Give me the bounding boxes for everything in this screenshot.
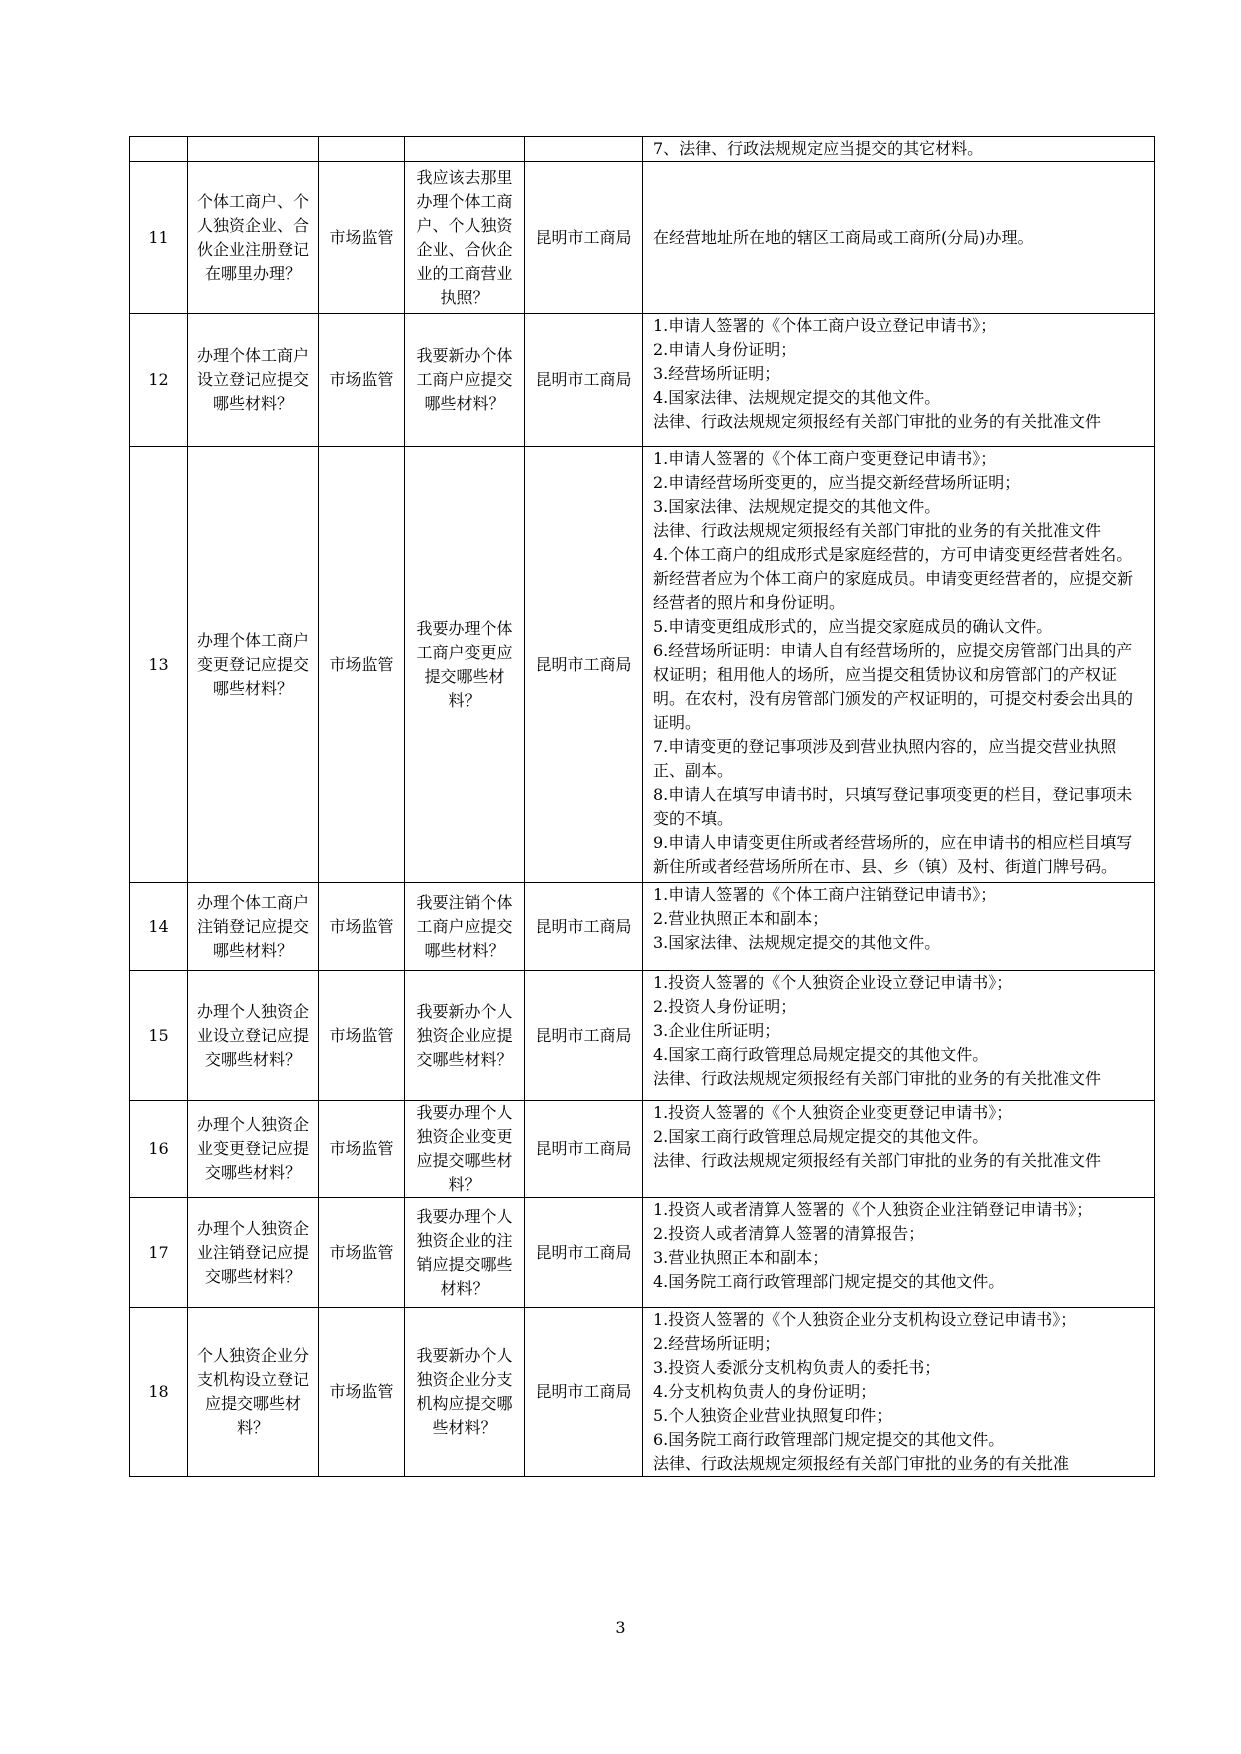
question-cell: 办理个体工商户注销登记应提交哪些材料？ [188,883,319,971]
table-row [130,314,1155,447]
user-question-cell: 我应该去那里办理个体工商户、个人独资企业、合伙企业的工商营业执照？ [405,162,525,314]
answer-line: 1.投资人签署的《个人独资企业变更登记申请书》； [653,1103,1013,1122]
answer-line: 1.申请人签署的《个体工商户注销登记申请书》； [653,885,997,904]
department-cell: 市场监管 [319,971,405,1101]
answer-line: 8.申请人在填写申请书时，只填写登记事项变更的栏目，登记事项未变的不填。 [653,785,1133,828]
answer-line: 1.申请人签署的《个体工商户变更登记申请书》； [653,449,997,468]
answer-line: 9.申请人申请变更住所或者经营场所的，应在申请书的相应栏目填写新住所或者经营场所所在市、县、乡（镇）及村、街道门牌号码。 [653,833,1133,876]
row-number: 16 [130,1101,188,1198]
user-question-cell [405,137,525,162]
department-cell: 市场监管 [319,1198,405,1308]
table-row [130,137,1155,162]
question-cell: 个人独资企业分支机构设立登记应提交哪些材料？ [188,1308,319,1477]
answer-cell [643,137,1155,162]
answer-line: 3.营业执照正本和副本； [653,1248,829,1267]
question-cell: 办理个人独资企业设立登记应提交哪些材料？ [188,971,319,1101]
answer-line: 4.分支机构负责人的身份证明； [653,1382,877,1401]
organization-cell: 昆明市工商局 [525,1101,643,1198]
table-row [130,1308,1155,1477]
answer-line: 2.投资人身份证明； [653,997,797,1016]
service-table [129,136,1155,1477]
answer-line: 在经营地址所在地的辖区工商局或工商所(分局)办理。 [653,227,1034,247]
answer-line: 法律、行政法规规定须报经有关部门审批的业务的有关批准 [653,1454,1070,1473]
answer-line: 法律、行政法规规定须报经有关部门审批的业务的有关批准文件 [653,1069,1102,1088]
organization-cell: 昆明市工商局 [525,314,643,447]
department-cell: 市场监管 [319,883,405,971]
row-number: 18 [130,1308,188,1477]
answer-line: 6.经营场所证明：申请人自有经营场所的，应提交房管部门出具的产权证明；租用他人的场所，应当提交租赁协议和房管部门的产权证明。在农村，没有房管部门颁发的产权证明的，可提交村委会出具的证明。 [653,641,1134,732]
row-number: 15 [130,971,188,1101]
answer-line: 1.投资人或者清算人签署的《个人独资企业注销登记申请书》； [653,1200,1093,1219]
question-cell: 办理个体工商户设立登记应提交哪些材料？ [188,314,319,447]
question-cell: 办理个体工商户变更登记应提交哪些材料？ [188,447,319,883]
row-number: 12 [130,314,188,447]
table-body [130,137,1155,1477]
answer-cell [643,162,1155,314]
answer-cell [643,883,1155,971]
answer-line: 4.国家工商行政管理总局规定提交的其他文件。 [653,1045,989,1064]
row-number: 11 [130,162,188,314]
answer-line: 法律、行政法规规定须报经有关部门审批的业务的有关批准文件 [653,521,1102,540]
row-number [130,137,188,162]
answer-line: 3.投资人委派分支机构负责人的委托书； [653,1358,941,1377]
organization-cell: 昆明市工商局 [525,1308,643,1477]
answer-line: 3.国家法律、法规规定提交的其他文件。 [653,933,941,952]
answer-line: 7.申请变更的登记事项涉及到营业执照内容的，应当提交营业执照正、副本。 [653,737,1117,780]
row-number: 17 [130,1198,188,1308]
page-number: 3 [615,1618,626,1637]
answer-line: 2.营业执照正本和副本； [653,909,829,928]
department-cell: 市场监管 [319,447,405,883]
answer-cell [643,447,1155,883]
answer-cell [643,971,1155,1101]
answer-line: 7、法律、行政法规规定应当提交的其它材料。 [653,139,984,158]
row-number: 14 [130,883,188,971]
row-number: 13 [130,447,188,883]
table-row [130,1101,1155,1198]
question-cell: 个体工商户、个人独资企业、合伙企业注册登记在哪里办理？ [188,162,319,314]
user-question-cell: 我要办理个体工商户变更应提交哪些材料？ [405,447,525,883]
answer-line: 1.投资人签署的《个人独资企业分支机构设立登记申请书》； [653,1310,1077,1329]
department-cell: 市场监管 [319,1101,405,1198]
answer-line: 3.国家法律、法规规定提交的其他文件。 [653,497,941,516]
answer-line: 4.国务院工商行政管理部门规定提交的其他文件。 [653,1272,1005,1291]
organization-cell: 昆明市工商局 [525,162,643,314]
answer-line: 6.国务院工商行政管理部门规定提交的其他文件。 [653,1430,1005,1449]
answer-line: 1.申请人签署的《个体工商户设立登记申请书》； [653,316,997,335]
table-row [130,447,1155,883]
user-question-cell: 我要注销个体工商户应提交哪些材料？ [405,883,525,971]
answer-line: 2.国家工商行政管理总局规定提交的其他文件。 [653,1127,989,1146]
answer-line: 法律、行政法规规定须报经有关部门审批的业务的有关批准文件 [653,1151,1102,1170]
answer-cell [643,314,1155,447]
table-row [130,883,1155,971]
department-cell: 市场监管 [319,314,405,447]
organization-cell: 昆明市工商局 [525,971,643,1101]
answer-cell [643,1308,1155,1477]
answer-line: 2.经营场所证明； [653,1334,781,1353]
question-cell: 办理个人独资企业变更登记应提交哪些材料？ [188,1101,319,1198]
answer-line: 4.国家法律、法规规定提交的其他文件。 [653,388,941,407]
question-cell [188,137,319,162]
answer-line: 3.企业住所证明； [653,1021,781,1040]
answer-line: 5.申请变更组成形式的，应当提交家庭成员的确认文件。 [653,617,1053,636]
user-question-cell: 我要办理个人独资企业变更应提交哪些材料？ [405,1101,525,1198]
table-row [130,162,1155,314]
user-question-cell: 我要新办个人独资企业分支机构应提交哪些材料？ [405,1308,525,1477]
organization-cell [525,137,643,162]
answer-line: 2.申请经营场所变更的，应当提交新经营场所证明； [653,473,1021,492]
answer-line: 5.个人独资企业营业执照复印件； [653,1406,893,1425]
organization-cell: 昆明市工商局 [525,883,643,971]
answer-line: 1.投资人签署的《个人独资企业设立登记申请书》； [653,973,1013,992]
answer-line: 4.个体工商户的组成形式是家庭经营的，方可申请变更经营者姓名。新经营者应为个体工商户的家庭成员。申请变更经营者的，应提交新经营者的照片和身份证明。 [653,545,1134,612]
answer-line: 2.申请人身份证明； [653,340,797,359]
organization-cell: 昆明市工商局 [525,447,643,883]
answer-line: 3.经营场所证明； [653,364,781,383]
user-question-cell: 我要新办个人独资企业应提交哪些材料？ [405,971,525,1101]
answer-line: 2.投资人或者清算人签署的清算报告； [653,1224,925,1243]
user-question-cell: 我要办理个人独资企业的注销应提交哪些材料？ [405,1198,525,1308]
answer-cell [643,1198,1155,1308]
organization-cell: 昆明市工商局 [525,1198,643,1308]
answer-cell [643,1101,1155,1198]
department-cell: 市场监管 [319,1308,405,1477]
department-cell [319,137,405,162]
department-cell: 市场监管 [319,162,405,314]
table-row [130,971,1155,1101]
user-question-cell: 我要新办个体工商户应提交哪些材料？ [405,314,525,447]
table-row [130,1198,1155,1308]
question-cell: 办理个人独资企业注销登记应提交哪些材料？ [188,1198,319,1308]
answer-line: 法律、行政法规规定须报经有关部门审批的业务的有关批准文件 [653,412,1102,431]
